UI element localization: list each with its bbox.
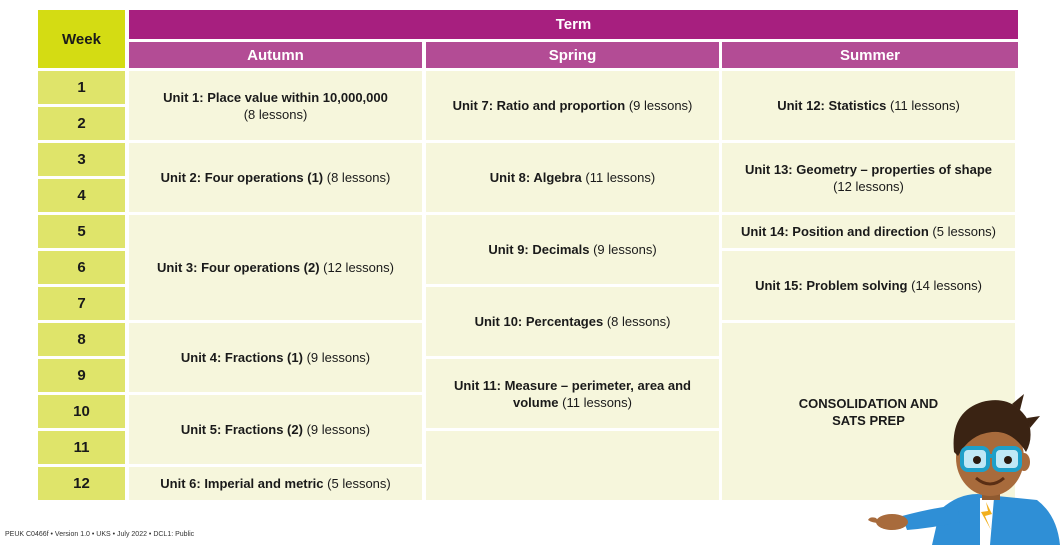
unit-lessons: (5 lessons) bbox=[932, 224, 996, 239]
unit-title: Unit 1: Place value within 10,000,000 bbox=[163, 89, 388, 105]
week-number: 3 bbox=[38, 143, 125, 176]
unit-title: Unit 7: Ratio and proportion bbox=[452, 98, 626, 113]
unit-title: Unit 6: Imperial and metric bbox=[160, 476, 324, 491]
unit-cell-11 bbox=[426, 359, 719, 428]
footer-text: PEUK C0466f • Version 1.0 • UKS • July 2022 • DCL1: Public bbox=[5, 531, 195, 538]
week-number: 2 bbox=[38, 107, 125, 140]
week-number: 6 bbox=[38, 251, 125, 284]
term-header: Term bbox=[129, 10, 1018, 39]
unit-cell-9 bbox=[426, 215, 719, 284]
unit-cell-8 bbox=[426, 143, 719, 212]
unit-lessons: (8 lessons) bbox=[606, 314, 671, 329]
week-number: 1 bbox=[38, 71, 125, 104]
week-number: 5 bbox=[38, 215, 125, 248]
season-header-summer: Summer bbox=[722, 42, 1018, 68]
unit-cell-6 bbox=[129, 467, 422, 500]
unit-cell-7 bbox=[426, 71, 719, 140]
unit-lessons: (9 lessons) bbox=[306, 422, 371, 437]
unit-title: Unit 3: Four operations (2) bbox=[157, 260, 320, 275]
week-number: 8 bbox=[38, 323, 125, 356]
unit-cell-3 bbox=[129, 215, 422, 320]
unit-title: Unit 12: Statistics bbox=[777, 98, 887, 113]
unit-cell-14 bbox=[722, 215, 1015, 248]
week-column-header: Week bbox=[38, 10, 125, 68]
season-header-autumn: Autumn bbox=[129, 42, 422, 68]
week-number: 12 bbox=[38, 467, 125, 500]
unit-lessons: (8 lessons) bbox=[326, 170, 391, 185]
empty-cell bbox=[426, 431, 719, 500]
unit-cell-13 bbox=[722, 143, 1015, 212]
unit-lessons: (9 lessons) bbox=[628, 98, 693, 113]
unit-title: Unit 14: Position and direction bbox=[741, 224, 929, 239]
unit-lessons: (9 lessons) bbox=[593, 242, 657, 257]
unit-cell-12 bbox=[722, 71, 1015, 140]
unit-title: Unit 5: Fractions (2) bbox=[180, 422, 303, 437]
unit-title: Unit 13: Geometry – properties of shape bbox=[744, 161, 993, 177]
unit-title: Unit 11: Measure – perimeter, area and volume bbox=[454, 377, 691, 410]
unit-cell-4 bbox=[129, 323, 422, 392]
unit-lessons: (12 lessons) bbox=[323, 260, 394, 275]
unit-title: Unit 9: Decimals bbox=[488, 242, 590, 257]
unit-title: Unit 4: Fractions (1) bbox=[180, 350, 303, 365]
week-number: 10 bbox=[38, 395, 125, 428]
unit-title: Unit 2: Four operations (1) bbox=[160, 170, 324, 185]
unit-lessons: (11 lessons) bbox=[585, 170, 656, 185]
consolidation-label: CONSOLIDATION AND SATS PREP bbox=[798, 395, 939, 428]
unit-lessons: (11 lessons) bbox=[562, 394, 632, 410]
season-header-spring: Spring bbox=[426, 42, 719, 68]
unit-lessons: (9 lessons) bbox=[306, 350, 371, 365]
unit-lessons: (11 lessons) bbox=[889, 98, 960, 113]
unit-lessons: (14 lessons) bbox=[911, 278, 982, 293]
unit-cell-15 bbox=[722, 251, 1015, 320]
week-number: 7 bbox=[38, 287, 125, 320]
unit-cell-1 bbox=[129, 71, 422, 140]
unit-lessons: (5 lessons) bbox=[327, 476, 391, 491]
unit-cell-10 bbox=[426, 287, 719, 356]
unit-title: Unit 15: Problem solving bbox=[755, 278, 908, 293]
unit-cell-2 bbox=[129, 143, 422, 212]
unit-lessons: (12 lessons) bbox=[833, 178, 904, 194]
mascot-illustration bbox=[862, 390, 1062, 545]
unit-title: Unit 8: Algebra bbox=[489, 170, 582, 185]
unit-lessons: (8 lessons) bbox=[243, 106, 308, 122]
week-number: 11 bbox=[38, 431, 125, 464]
week-number: 4 bbox=[38, 179, 125, 212]
unit-cell-5 bbox=[129, 395, 422, 464]
unit-title: Unit 10: Percentages bbox=[474, 314, 604, 329]
week-number: 9 bbox=[38, 359, 125, 392]
